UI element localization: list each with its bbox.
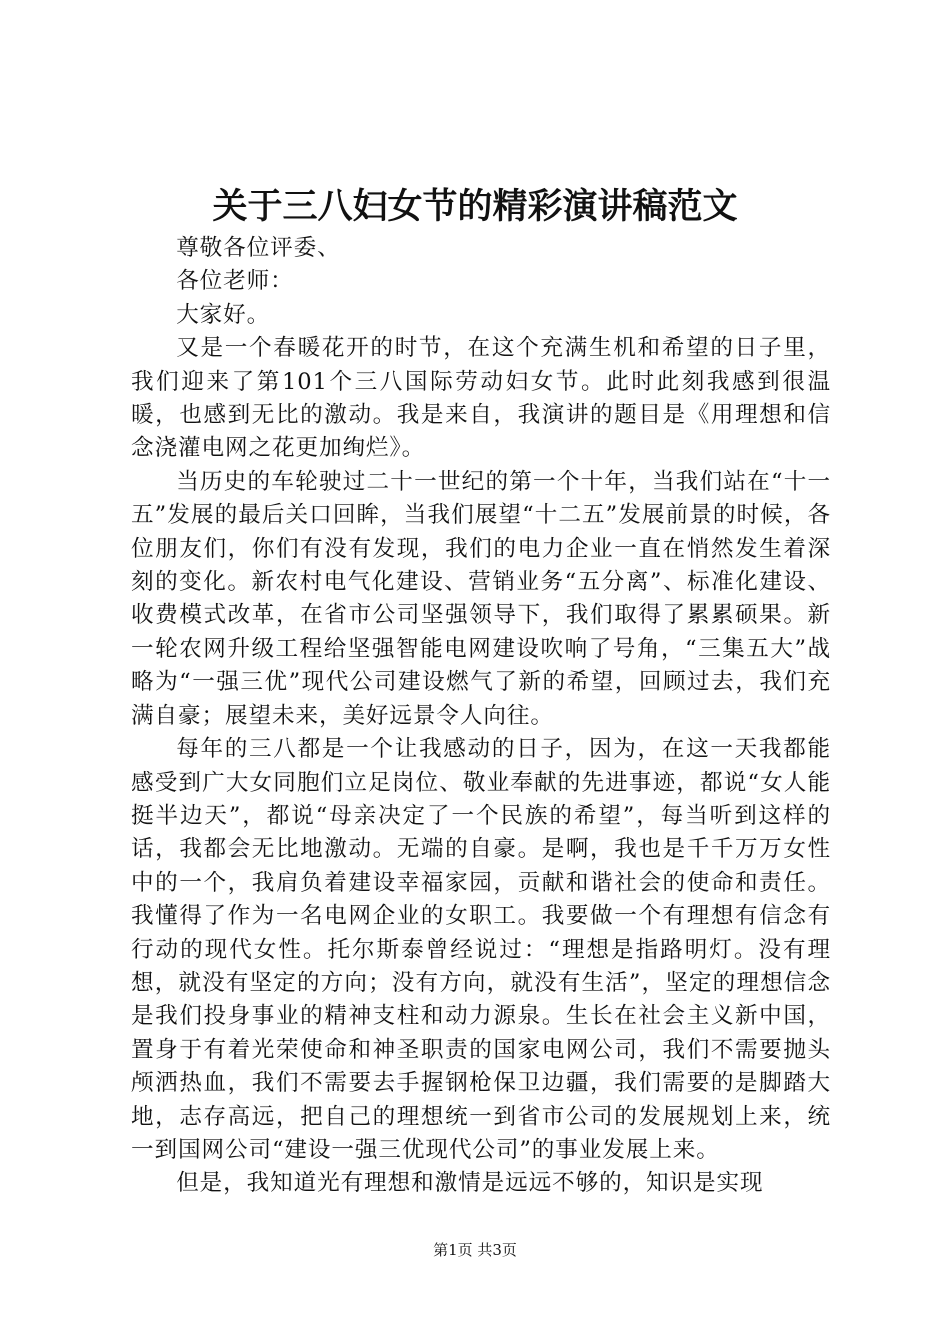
body-paragraph: 又是一个春暖花开的时节，在这个充满生机和希望的日子里，我们迎来了第101个三八国际劳动妇女节。此时此刻我感到很温暖，也感到无比的激动。我是来自，我演讲的题目是《用理想和信念浇灌电网之花更加绚烂》。 <box>131 335 831 462</box>
greeting-line: 各位老师： <box>176 268 294 295</box>
greeting-line: 尊敬各位评委、 <box>176 235 341 261</box>
body-paragraph: 每年的三八都是一个让我感动的日子，因为，在这一天我都能感受到广大女同胞们立足岗位、敬业奉献的先进事迹，都说“女人能挺半边天”，都说“母亲决定了一个民族的希望”，每当听到这样的话，我都会无比地激动。无端的自豪。是啊，我也是千千万万女性中的一个，我肩负着建设幸福家园，贡献和谐社会的使命和责任。我懂得了作为一名电网企业的女职工。我要做一个有理想有信念有行动的现代女性。托尔斯泰曾经说过：“理想是指路明灯。没有理想，就没有坚定的方向；没有方向，就没有生活”，坚定的理想信念是我们投身事业的精神支柱和动力源泉。生长在社会主义新中国，置身于有着光荣使命和神圣职责的国家电网公司，我们不需要抛头颅洒热血，我们不需要去手握钢枪保卫边疆，我们需要的是脚踏大地，志存高远，把自己的理想统一到省市公司的发展规划上来，统一到国网公司“建设一强三优现代公司”的事业发展上来。 <box>131 736 831 1163</box>
page-footer: 第1页 共3页 <box>433 1241 517 1259</box>
body-paragraph: 但是，我知道光有理想和激情是远远不够的，知识是实现 <box>176 1170 764 1197</box>
document-body <box>131 232 831 1201</box>
document-title: 关于三八妇女节的精彩演讲稿范文 <box>212 186 738 227</box>
body-paragraph: 当历史的车轮驶过二十一世纪的第一个十年，当我们站在“十一五”发展的最后关口回眸，当我们展望“十二五”发展前景的时候，各位朋友们，你们有没有发现，我们的电力企业一直在悄然发生着深刻的变化。新农村电气化建设、营销业务“五分离”、标准化建设、收费模式改革，在省市公司坚强领导下，我们取得了累累硕果。新一轮农网升级工程给坚强智能电网建设吹响了号角，“三集五大”战略为“一强三优”现代公司建设燃气了新的希望，回顾过去，我们充满自豪；展望未来，美好远景令人向往。 <box>131 468 831 729</box>
greeting-line: 大家好。 <box>176 301 271 328</box>
